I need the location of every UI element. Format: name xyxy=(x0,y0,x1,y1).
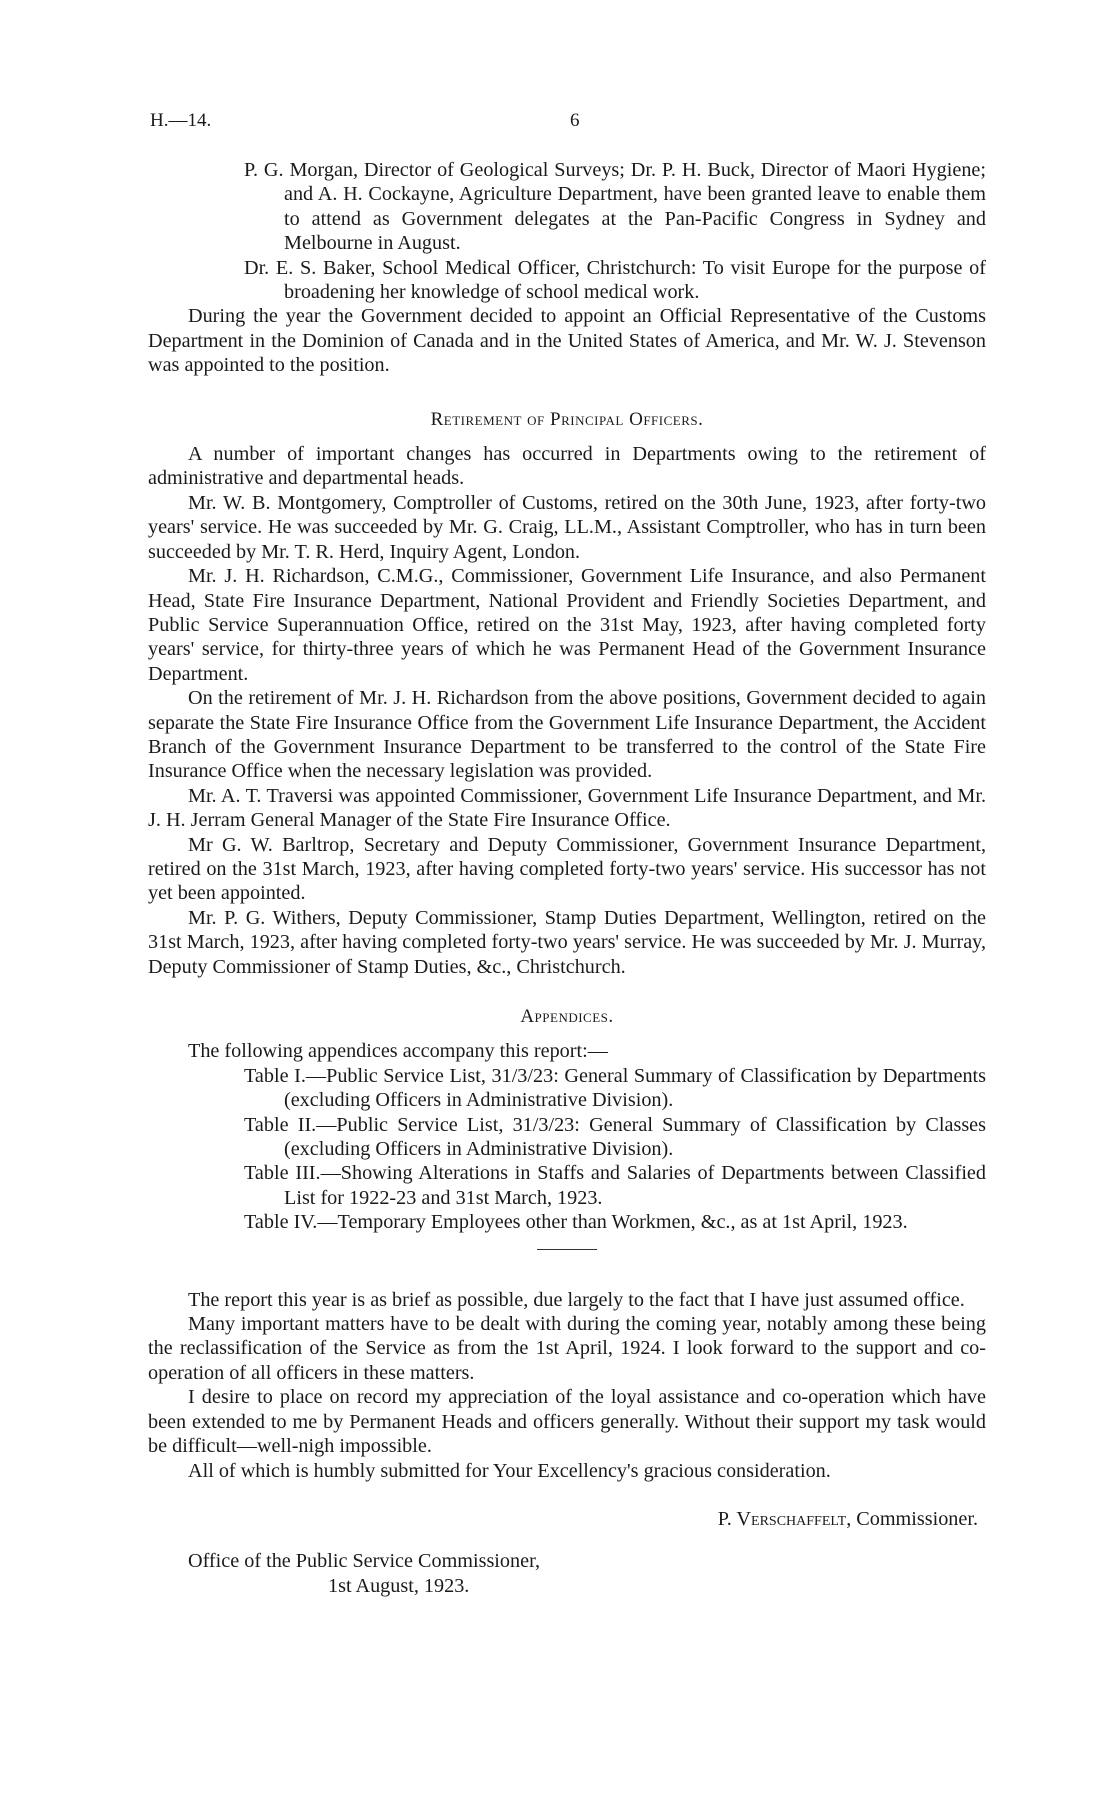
customs-paragraph: During the year the Government decided to appoint an Official Representative of the Customs Department in the Dominion of Canada and in the United States of America, and Mr. W. J. Stevenson was appointed to the position. xyxy=(148,305,986,377)
leave-grant-paragraph: Dr. E. S. Baker, School Medical Officer, Christchurch: To visit Europe for the purpose of broadening her knowledge of school medical work. xyxy=(244,256,986,304)
retirement-paragraph: On the retirement of Mr. J. H. Richardson from the above positions, Government decided to again separate the State Fire Insurance Office from the Government Life Insurance Department, the Accident Branch of the Government Insurance Department to be transferred to the control of the State Fire Insurance Office when the necessary legislation was provided. xyxy=(148,687,986,783)
running-head xyxy=(150,110,970,140)
retirement-heading: Retirement of Principal Officers. xyxy=(430,408,704,430)
closing-paragraph: The report this year is as brief as possible, due largely to the fact that I have just assumed office. xyxy=(188,1288,965,1311)
retirement-paragraph: Mr. J. H. Richardson, C.M.G., Commissioner, Government Life Insurance, and also Permanent Head, State Fire Insurance Department, National Provident and Friendly Societies Department, and Public Service Superannuation Office, retired on the 31st May, 1923, after having completed forty years' service, for thirty-three years of which he was Permanent Head of the Government Insurance Department. xyxy=(148,565,986,685)
appendix-table-entry: Table IV.—Temporary Employees other than Workmen, &c., as at 1st April, 1923. xyxy=(244,1211,908,1234)
office-name: Office of the Public Service Commissioner, xyxy=(188,1550,541,1573)
appendix-table-entry: Table III.—Showing Alterations in Staffs and Salaries of Departments between Classified List for 1922-23 and 31st March, 1923. xyxy=(244,1162,986,1209)
document-reference: H.—14. xyxy=(150,110,212,131)
closing-paragraph: I desire to place on record my appreciation of the loyal assistance and co-operation which have been extended to me by Permanent Heads and officers generally. Without their support my task would be difficult—well-nigh impossible. xyxy=(148,1386,986,1458)
report-date: 1st August, 1923. xyxy=(328,1574,470,1597)
signatory-name: P. Verschaffelt, xyxy=(717,1507,852,1530)
retirement-paragraph: Mr. W. B. Montgomery, Comptroller of Customs, retired on the 30th June, 1923, after forty-two years' service. He was succeeded by Mr. G. Craig, LL.M., Assistant Comptroller, who has in turn been succeeded by Mr. T. R. Herd, Inquiry Agent, London. xyxy=(148,491,986,563)
leave-grant-paragraph: P. G. Morgan, Director of Geological Surveys; Dr. P. H. Buck, Director of Maori Hygiene; and A. H. Cockayne, Agriculture Department, have been granted leave to enable them to attend as Government delegates at the Pan-Pacific Congress in Sydney and Melbourne in August. xyxy=(244,159,986,255)
document-body xyxy=(148,158,986,1598)
section-divider xyxy=(537,1249,597,1250)
signature-block xyxy=(148,1507,978,1531)
appendix-table-list xyxy=(148,1064,986,1235)
appendix-table-entry: Table I.—Public Service List, 31/3/23: General Summary of Classification by Departments (excluding Officers in Administrative Division). xyxy=(244,1064,986,1112)
closing-paragraph: Many important matters have to be dealt with during the coming year, notably among these being the reclassification of the Service as from the 1st April, 1924. I look forward to the support and co-operation of all officers in these matters. xyxy=(148,1313,986,1384)
retirement-paragraph: Mr. A. T. Traversi was appointed Commissioner, Government Life Insurance Department, and Mr. J. H. Jerram General Manager of the State Fire Insurance Office. xyxy=(148,784,986,832)
page-number: 6 xyxy=(570,110,580,131)
signatory-title: Commissioner. xyxy=(856,1507,978,1530)
appendix-table-entry: Table II.—Public Service List, 31/3/23: General Summary of Classification by Classes (excluding Officers in Administrative Division). xyxy=(244,1113,986,1161)
appendices-heading: Appendices. xyxy=(520,1006,614,1027)
retirement-paragraph: A number of important changes has occurred in Departments owing to the retirement of administrative and departmental heads. xyxy=(148,443,986,490)
appendices-intro: The following appendices accompany this report:— xyxy=(188,1040,608,1063)
retirement-paragraph: Mr G. W. Barltrop, Secretary and Deputy Commissioner, Government Insurance Department, retired on the 31st March, 1923, after having completed forty-two years' service. His successor has not yet been appointed. xyxy=(148,833,986,905)
closing-paragraph: All of which is humbly submitted for Your Excellency's gracious consideration. xyxy=(188,1459,831,1482)
retirement-paragraph: Mr. P. G. Withers, Deputy Commissioner, Stamp Duties Department, Wellington, retired on the 31st March, 1923, after having completed forty-two years' service. He was succeeded by Mr. J. Murray, Deputy Commissioner of Stamp Duties, &c., Christchurch. xyxy=(148,906,986,978)
office-block xyxy=(188,1549,986,1598)
